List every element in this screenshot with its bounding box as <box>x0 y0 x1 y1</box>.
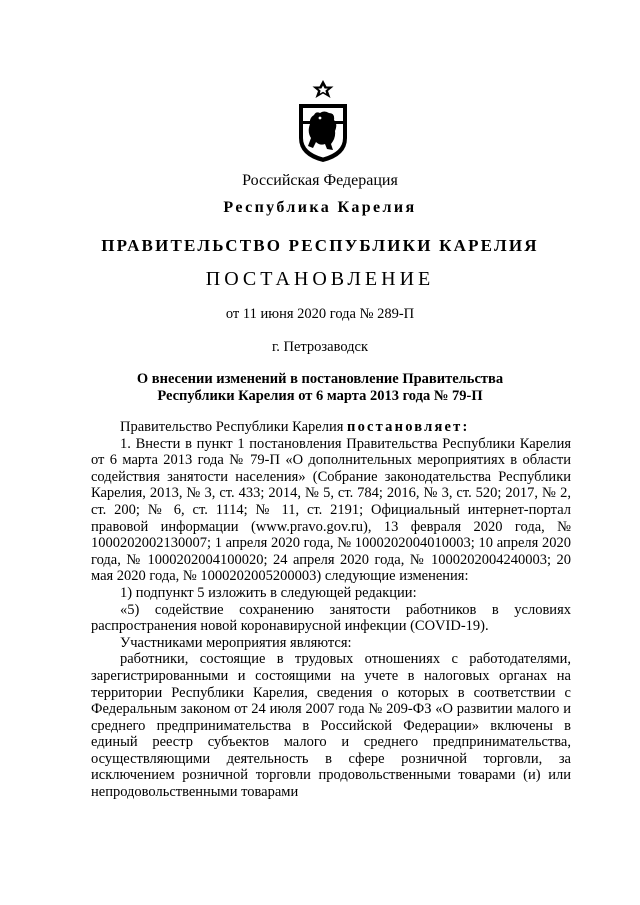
document-date-number: от 11 июня 2020 года № 289-П <box>225 306 415 322</box>
karelia-coat-of-arms-icon <box>296 78 350 164</box>
body-paragraph-1: 1. Внести в пункт 1 постановления Правительства Республики Карелия от 6 марта 2013 года № 79-П «О дополнительных мероприятиях в области содействия занятости населения» (Собрание законодательства Республики Карелия, 2013, № 3, ст. 433; 2014, № 5, ст. 784; 2016, № 3, ст. 520; 2017, № 2, ст. 200; № 6, ст. 1114; № 11, ст. 2191; Официальный интернет-портал правовой информации (www.pravo.gov.ru), 13 февраля 2020 года, № 1000202002130007; 1 апреля 2020 года, № 1000202004010003; 10 апреля 2020 года, № 1000202004100020; 24 апреля 2020 года, № 1000202004240003; 20 мая 2020 года, № 1000202005200003) следующие изменения: <box>91 435 571 585</box>
body-paragraph-3: «5) содействие сохранению занятости работников в условиях распространения новой коронавирусной инфекции (COVID-19). <box>91 601 571 635</box>
body-paragraph-5: работники, состоящие в трудовых отношениях с работодателями, зарегистрированными и состоящими на учете в налоговых органах на территории Республики Карелия, сведения о которых в соответствии с Федеральным законом от 24 июля 2007 года № 209-ФЗ «О развитии малого и среднего предпринимательства в Российской Федерации» включены в единый реестр субъектов малого и среднего предпринимательства, осуществляющими деятельность в сфере розничной торговли, за исключением розничной торговли продовольственными товарами (и) или непродовольственными товарами <box>91 651 571 801</box>
document-title <box>120 371 520 405</box>
document-title-line-1: О внесении изменений в постановление Правительства <box>136 371 504 387</box>
document-body <box>91 419 571 801</box>
body-paragraph-4: Участниками мероприятия являются: <box>120 634 352 651</box>
intro-paragraph <box>91 419 571 436</box>
document-city: г. Петрозаводск <box>271 339 369 355</box>
document-type: ПОСТАНОВЛЕНИЕ <box>205 268 435 290</box>
intro-prefix: Правительство Республики Карелия <box>120 419 348 435</box>
country-name: Российская Федерация <box>242 172 398 189</box>
republic-name: Республика Карелия <box>223 199 417 216</box>
document-title-line-2: Республики Карелия от 6 марта 2013 года № 79-П <box>157 388 483 404</box>
intro-suffix: : <box>462 419 470 435</box>
intro-keyword: постановляет <box>347 419 463 435</box>
body-paragraph-2: 1) подпункт 5 изложить в следующей редакции: <box>120 584 417 601</box>
government-name: ПРАВИТЕЛЬСТВО РЕСПУБЛИКИ КАРЕЛИЯ <box>101 236 539 255</box>
